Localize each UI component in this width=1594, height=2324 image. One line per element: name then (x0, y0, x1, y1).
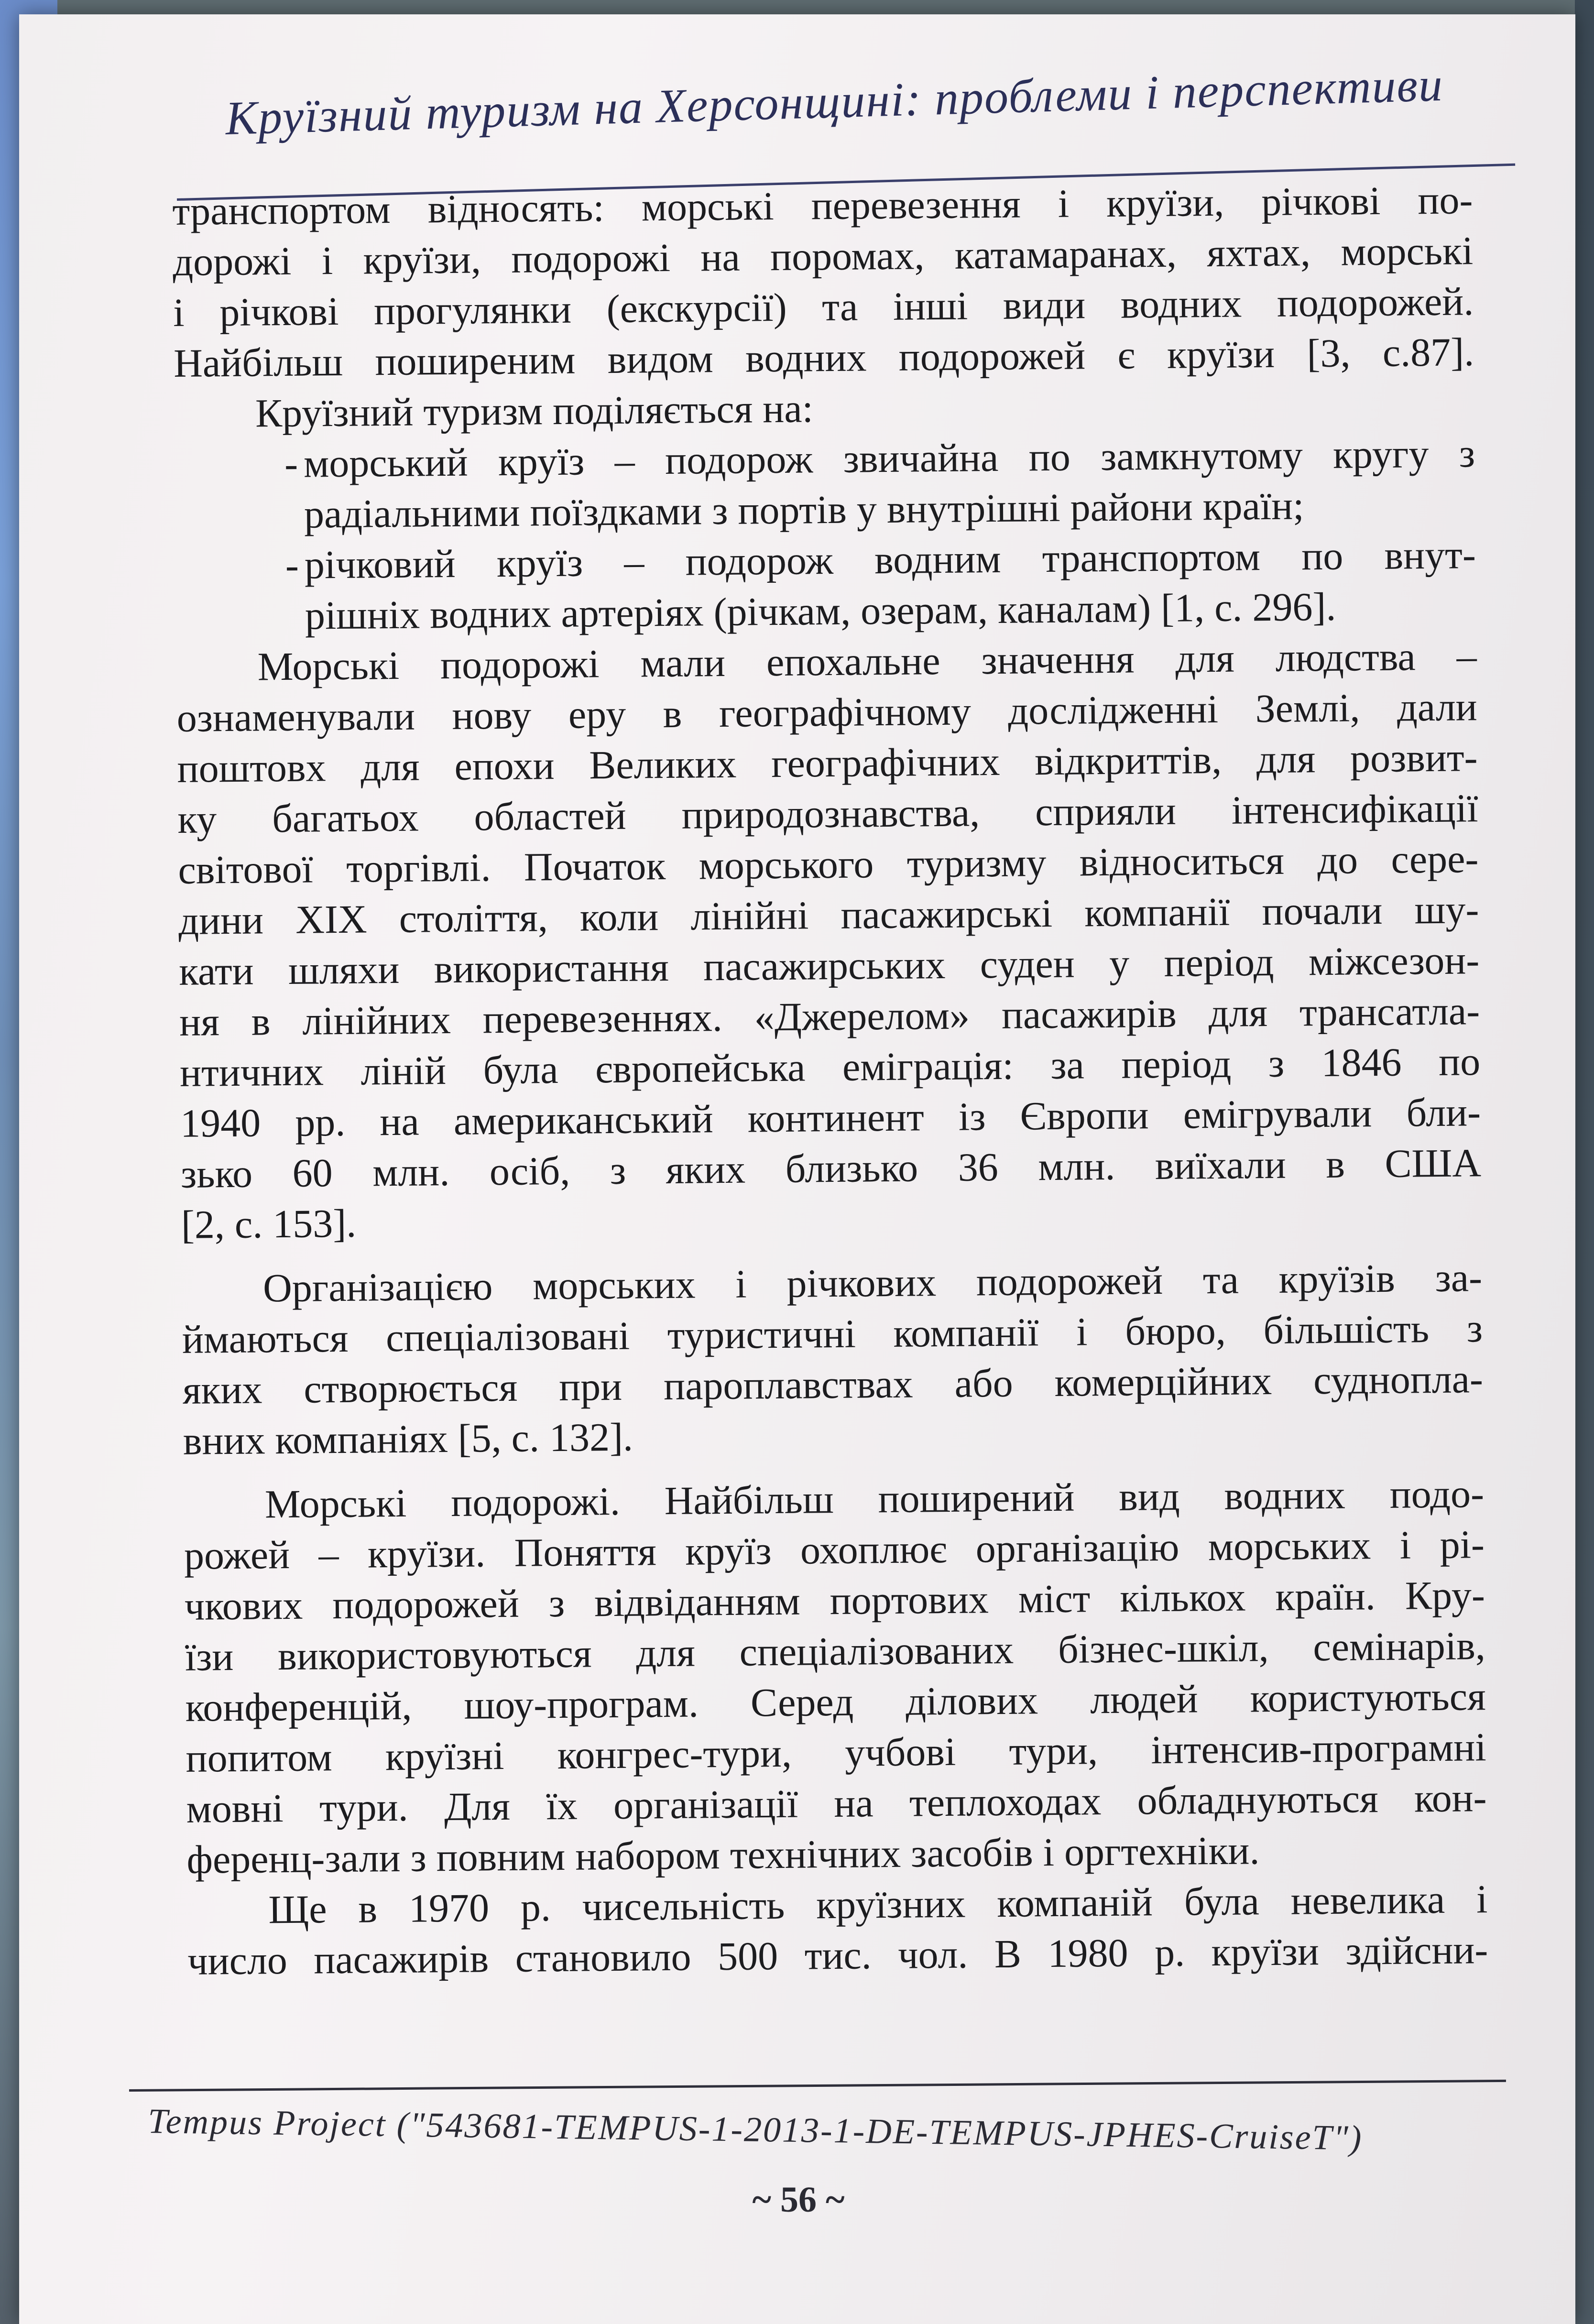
body-text (172, 175, 1488, 1987)
list-item-continuation: рішніх водних артеріях (річкам, озерам, каналам) [1, с. 296]. (305, 584, 1336, 638)
text-line: поштовх для епохи Великих географічних відкриттів, для розвит- (177, 735, 1478, 791)
text-line: вних компаніях [5, с. 132]. (183, 1415, 633, 1463)
text-line: світової торгівлі. Початок морського туризму відноситься до сере- (178, 837, 1479, 893)
footer-project-line: Tempus Project ("543681-TEMPUS-1-2013-1-DE-TEMPUS-JPHES-CruiseT") (147, 2102, 1363, 2158)
bullet-marker: - (285, 543, 299, 588)
text-line: ку багатьох областей природознавства, сприяли інтенсифікації (177, 786, 1478, 842)
footer-rule (129, 2080, 1506, 2092)
list-item-continuation: радіальними поїздками з портів у внутрішні райони країн; (304, 483, 1304, 537)
running-header: Круїзний туризм на Херсонщині: проблеми і перспективи (225, 57, 1444, 145)
list-intro: Круїзний туризм поділяється на: (255, 386, 814, 436)
text-line: ймаються спеціалізовані туристичні компанії і бюро, більшість з (182, 1306, 1483, 1362)
page-number: ~ 56 ~ (752, 2180, 845, 2220)
text-line: кати шляхи використання пасажирських суден у період міжсезон- (178, 938, 1480, 994)
list-item-text: річковий круїз – подорож водним транспортом по внут- (304, 533, 1476, 588)
text-line: дорожі і круїзи, подорожі на поромах, катамаранах, яхтах, морські (172, 229, 1474, 284)
text-line: ня в лінійних перевезеннях. «Джерелом» пасажирів для трансатла- (179, 989, 1480, 1045)
list-item-text: морський круїз – подорож звичайна по замкнутому кругу з (303, 431, 1475, 486)
book-page (19, 14, 1575, 2324)
text-line: конференцій, шоу-програм. Серед ділових людей користуються (185, 1674, 1486, 1730)
text-line: транспортом відносять: морські перевезення і круїзи, річкові по- (172, 178, 1473, 234)
text-line: ференц-зали з повним набором технічних засобів і оргтехніки. (186, 1828, 1260, 1882)
bullet-marker: - (284, 441, 298, 486)
text-line: і річкові прогулянки (екскурсії) та інші види водних подорожей. (173, 279, 1474, 335)
text-line: їзи використовуються для спеціалізованих бізнес-шкіл, семінарів, (185, 1624, 1486, 1680)
text-line: рожей – круїзи. Поняття круїз охоплює організацію морських і рі- (184, 1522, 1485, 1578)
text-line: ознаменували нову еру в географічному дослідженні Землі, дали (176, 685, 1478, 741)
text-line: мовні тури. Для їх організації на теплоходах обладнуються кон- (186, 1776, 1487, 1832)
text-line: Організацією морських і річкових подорожей та круїзів за- (262, 1255, 1483, 1311)
text-line: попитом круїзні конгрес-тури, учбові тури, інтенсив-програмні (186, 1725, 1486, 1781)
text-line: яких створюється при пароплавствах або комерційних суднопла- (182, 1357, 1484, 1413)
text-line: число пасажирів становило 500 тис. чол. В 1980 р. круїзи здійсни- (187, 1928, 1488, 1984)
text-line: чкових подорожей з відвіданням портових міст кількох країн. Кру- (184, 1573, 1485, 1629)
text-line: дини XIX століття, коли лінійні пасажирські компанії почали шу- (178, 887, 1479, 943)
text-line: зько 60 млн. осіб, з яких близько 36 млн. виїхали в США (180, 1141, 1482, 1197)
text-line: Морські подорожі. Найбільш поширений вид водних подо- (264, 1472, 1485, 1527)
text-line: нтичних ліній була європейська еміграція: за період з 1846 по (179, 1039, 1481, 1095)
text-line: 1940 рр. на американський континент із Європи емігрували бли- (180, 1090, 1481, 1146)
text-line: [2, с. 153]. (181, 1201, 357, 1247)
text-line: Ще в 1970 р. чисельність круїзних компаній була невелика і (268, 1877, 1488, 1932)
text-line: Морські подорожі мали епохальне значення для людства – (257, 634, 1477, 689)
background-right-edge (1575, 0, 1594, 2324)
text-line: Найбільш поширеним видом водних подорожей є круїзи [3, с.87]. (173, 330, 1474, 386)
